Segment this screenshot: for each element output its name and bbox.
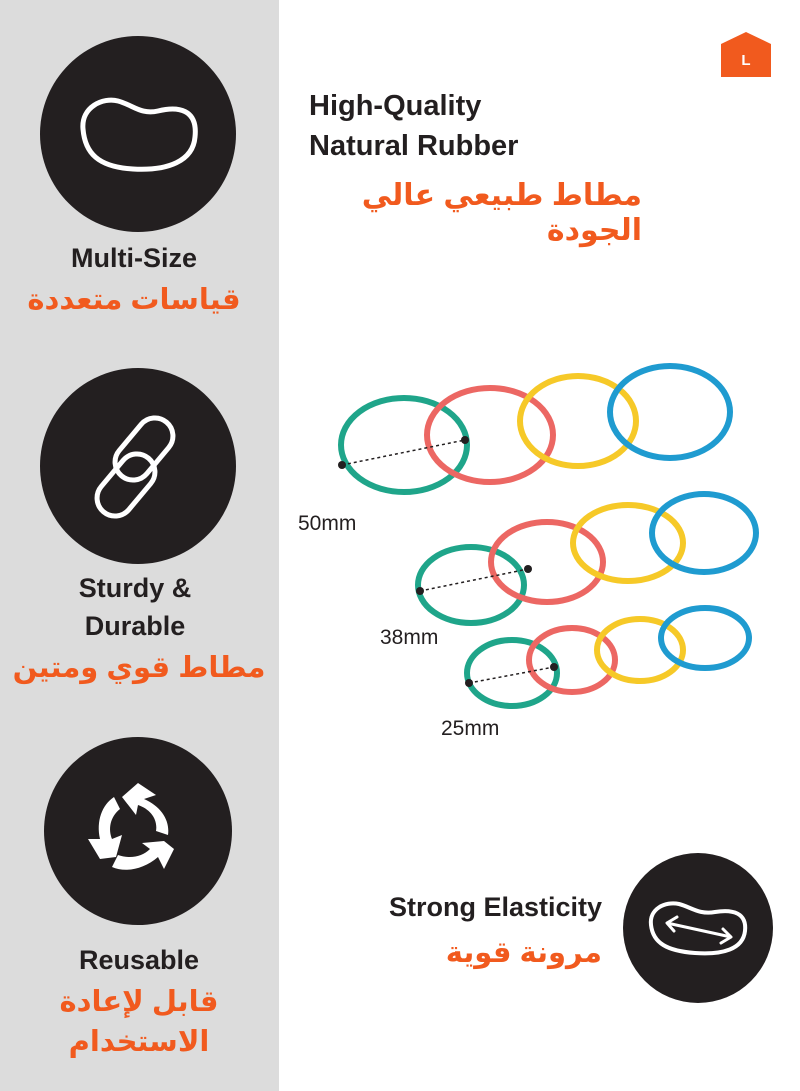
band-38-blue (652, 494, 756, 572)
band-50-blue (610, 366, 730, 458)
headline-line2: Natural Rubber (309, 130, 519, 162)
rubber-band-icon (73, 89, 203, 179)
feature-title-sturdy-line1: Sturdy & (78, 573, 192, 603)
stretch-band-icon (643, 893, 753, 963)
size-label-50mm: 50mm (298, 512, 357, 535)
band-50-red (427, 388, 553, 482)
feature-title-sturdy-ar: مطاط قوي ومتين (12, 652, 266, 684)
band-38-red (491, 522, 603, 602)
feature-title-reusable-ar-line2: الاستخدام (68, 1026, 210, 1058)
multi-size-badge (40, 36, 236, 232)
feature-title-multi-size-ar: قياسات متعددة (27, 284, 241, 316)
band-25-green (467, 640, 557, 706)
size-label-38mm: 38mm (380, 626, 439, 649)
chain-link-icon (78, 406, 198, 526)
feature-title-reusable-ar-line1: قابل لإعادة (59, 986, 219, 1018)
feature-title-reusable: Reusable (78, 945, 200, 975)
band-38-yellow (573, 505, 683, 581)
brand-logo (721, 32, 771, 77)
band-50-green (341, 398, 467, 492)
elasticity-badge (623, 853, 773, 1003)
band-25-blue (661, 608, 749, 668)
feature-title-sturdy-line2: Durable (84, 611, 186, 641)
size-label-25mm: 25mm (441, 717, 500, 740)
elasticity-title-ar: مرونة قوية (445, 937, 602, 969)
headline-line1: High-Quality (309, 90, 482, 122)
headline-ar: مطاط طبيعي عالي الجودة (361, 179, 642, 247)
brand-letter: L (741, 52, 751, 69)
reusable-badge (44, 737, 232, 925)
sturdy-durable-badge (40, 368, 236, 564)
elasticity-title: Strong Elasticity (388, 892, 602, 922)
band-38-green (418, 547, 524, 623)
feature-title-multi-size: Multi-Size (71, 243, 197, 273)
diameter-line-38 (420, 569, 528, 591)
rubber-bands-illustration (320, 355, 780, 725)
diameter-line-50 (342, 440, 465, 465)
recycle-arrows-icon (78, 771, 198, 891)
